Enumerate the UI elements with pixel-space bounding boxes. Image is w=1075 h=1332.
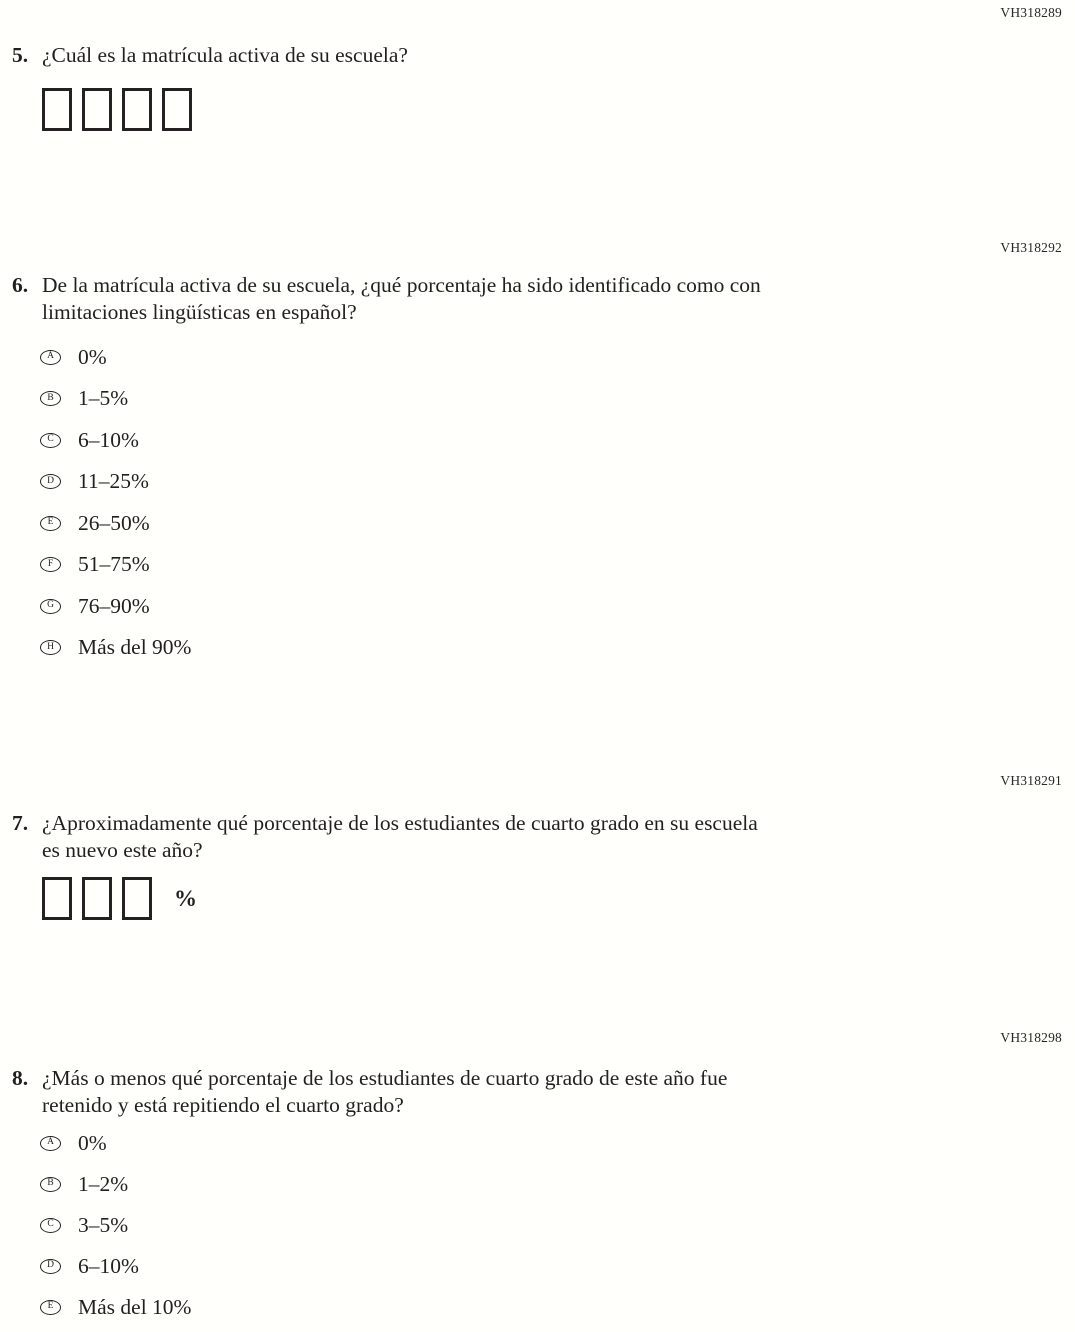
option-letter: D: [47, 475, 54, 486]
option-row: [40, 467, 191, 497]
option-bubble-a[interactable]: [40, 350, 61, 365]
option-row: [40, 550, 191, 580]
option-label: 51–75%: [78, 552, 150, 576]
question-8: [12, 1065, 727, 1119]
digit-box[interactable]: [82, 877, 112, 920]
option-row: [40, 1210, 191, 1240]
option-bubble-g[interactable]: [40, 599, 61, 614]
option-letter: D: [47, 1260, 54, 1271]
question-5-text: [42, 42, 408, 69]
question-6-code: VH318292: [1000, 240, 1062, 255]
option-label: 6–10%: [78, 427, 139, 452]
question-6-options: [40, 342, 191, 674]
option-label: Más del 90%: [78, 635, 192, 659]
option-label: 3–5%: [78, 1212, 129, 1237]
question-8-number: 8.: [12, 1066, 29, 1090]
option-bubble-h[interactable]: [40, 640, 61, 655]
option-row: [40, 1251, 191, 1281]
question-5-digit-boxes: [42, 88, 202, 131]
option-row: [40, 633, 191, 663]
percent-sign: %: [174, 885, 197, 911]
question-6-text: [42, 272, 761, 326]
option-letter: H: [47, 641, 54, 652]
option-label: 1–5%: [78, 386, 129, 410]
digit-box[interactable]: [42, 88, 72, 131]
option-letter: B: [47, 392, 54, 403]
question-5: [12, 42, 408, 69]
option-label: 76–90%: [78, 593, 150, 618]
question-8-line1: ¿Más o menos qué porcentaje de los estudiantes de cuarto grado de este año fue: [42, 1066, 728, 1090]
option-bubble-c[interactable]: [40, 433, 61, 448]
option-label: 26–50%: [78, 510, 150, 535]
option-letter: C: [47, 434, 54, 445]
option-bubble-e[interactable]: [40, 1300, 61, 1315]
question-6-line2: limitaciones lingüísticas en español?: [42, 300, 357, 324]
question-7-line2: es nuevo este año?: [42, 838, 203, 862]
option-row: [40, 342, 191, 372]
option-letter: G: [47, 600, 54, 611]
option-letter: F: [47, 558, 54, 569]
option-row: [40, 1169, 191, 1199]
option-label: Más del 10%: [78, 1294, 192, 1319]
digit-box[interactable]: [122, 877, 152, 920]
digit-box[interactable]: [42, 877, 72, 920]
question-7-text: [42, 810, 758, 864]
digit-box[interactable]: [82, 88, 112, 131]
option-letter: C: [47, 1219, 54, 1230]
option-letter: E: [47, 1301, 54, 1312]
option-row: [40, 1128, 191, 1158]
option-letter: E: [47, 517, 54, 528]
option-letter: B: [47, 1178, 54, 1189]
question-6-line1: De la matrícula activa de su escuela, ¿qué porcentaje ha sido identificado como con: [42, 273, 761, 297]
question-6-number: 6.: [12, 273, 29, 297]
question-7: [12, 810, 758, 864]
option-bubble-b[interactable]: [40, 391, 61, 406]
question-6: [12, 272, 761, 326]
option-bubble-b[interactable]: [40, 1177, 61, 1192]
option-letter: A: [47, 351, 54, 362]
option-bubble-c[interactable]: [40, 1218, 61, 1233]
option-bubble-e[interactable]: [40, 516, 61, 531]
option-row: [40, 384, 191, 414]
question-5-number: 5.: [12, 43, 29, 67]
digit-box[interactable]: [122, 88, 152, 131]
option-label: 1–2%: [78, 1171, 129, 1196]
option-letter: A: [47, 1137, 54, 1148]
question-7-code: VH318291: [1000, 773, 1062, 788]
option-bubble-d[interactable]: [40, 1259, 61, 1274]
option-row: [40, 591, 191, 621]
digit-box[interactable]: [162, 88, 192, 131]
question-5-code: VH318289: [1000, 5, 1062, 20]
option-row: [40, 1292, 191, 1322]
question-7-number: 7.: [12, 811, 29, 835]
option-label: 0%: [78, 1130, 107, 1155]
option-row: [40, 425, 191, 455]
question-7-digit-boxes: [42, 877, 197, 920]
option-bubble-a[interactable]: [40, 1136, 61, 1151]
question-8-code: VH318298: [1000, 1030, 1062, 1045]
option-label: 11–25%: [78, 469, 149, 493]
option-bubble-f[interactable]: [40, 557, 61, 572]
question-7-line1: ¿Aproximadamente qué porcentaje de los estudiantes de cuarto grado en su escuela: [42, 811, 758, 835]
option-label: 6–10%: [78, 1253, 139, 1278]
question-8-options: [40, 1128, 191, 1332]
question-8-line2: retenido y está repitiendo el cuarto grado?: [42, 1093, 404, 1117]
option-row: [40, 508, 191, 538]
question-8-text: [42, 1065, 727, 1119]
option-bubble-d[interactable]: [40, 474, 61, 489]
option-label: 0%: [78, 344, 107, 369]
question-5-line1: ¿Cuál es la matrícula activa de su escuela?: [42, 43, 408, 67]
